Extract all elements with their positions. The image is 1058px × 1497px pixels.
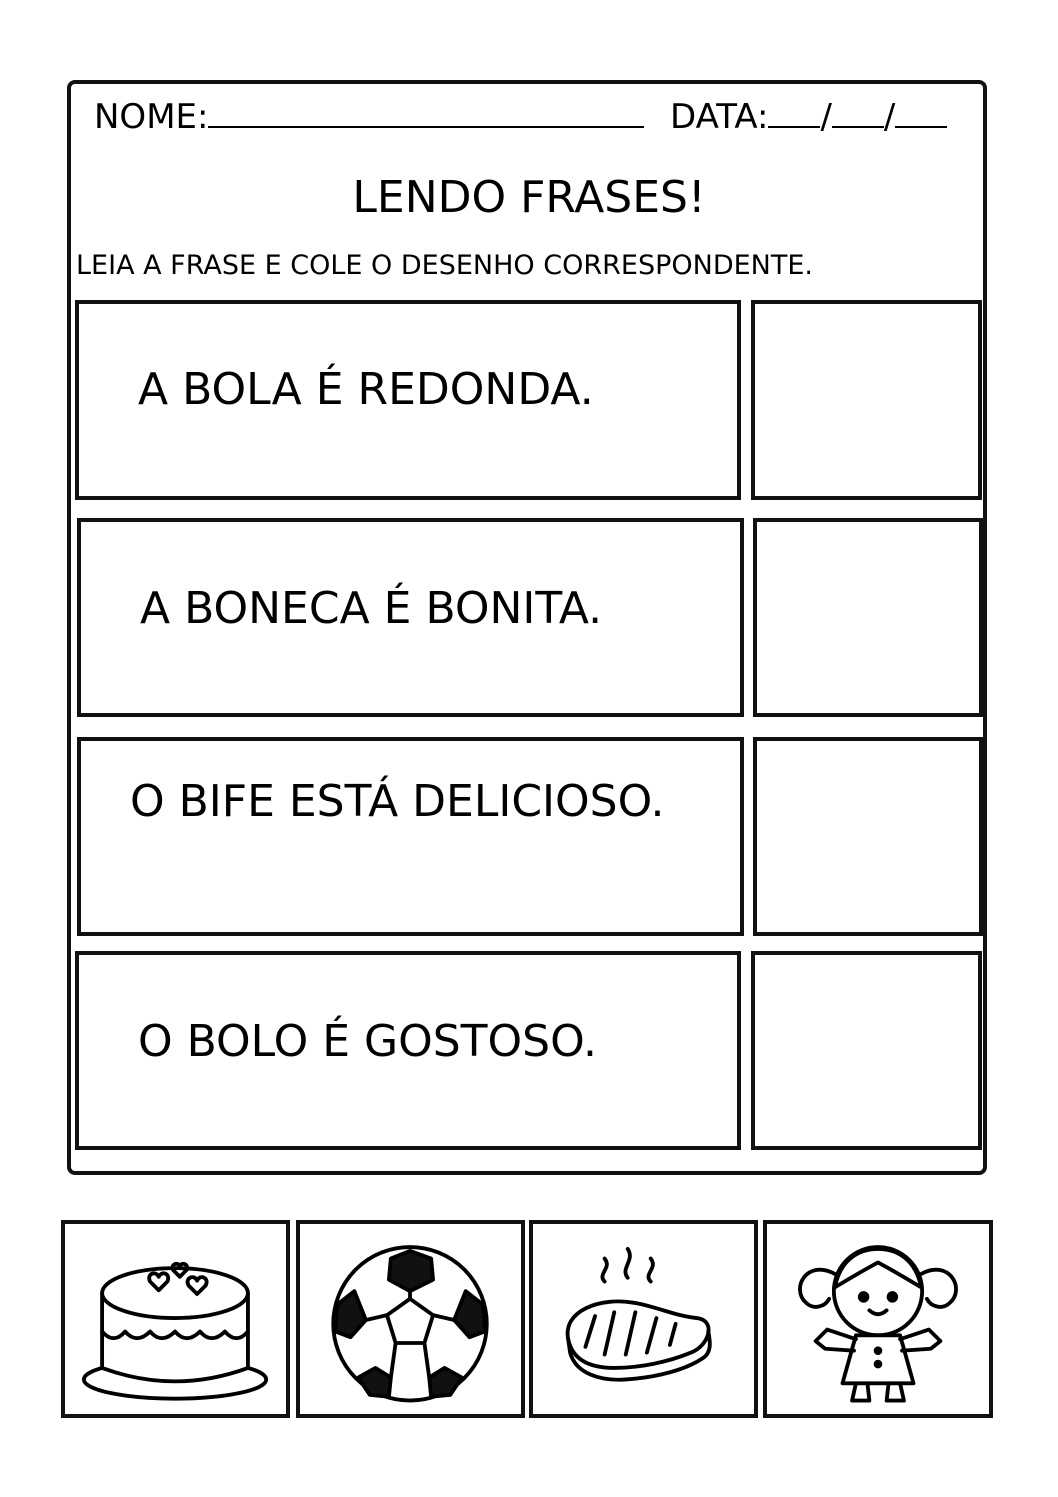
page-title: LENDO FRASES! [352, 172, 706, 223]
paste-box[interactable] [753, 737, 983, 936]
date-day-line[interactable] [768, 125, 820, 128]
sentence-text: O BIFE ESTÁ DELICIOSO. [130, 776, 665, 827]
sentence-text: O BOLO É GOSTOSO. [138, 1016, 597, 1067]
name-field[interactable] [94, 97, 644, 137]
date-label: DATA: [670, 97, 769, 137]
name-line[interactable] [208, 125, 644, 128]
sentence-text: A BOLA É REDONDA. [138, 364, 594, 415]
cutout-steak[interactable] [529, 1220, 758, 1418]
name-label: NOME: [94, 97, 209, 137]
sentence-text: A BONECA É BONITA. [140, 583, 603, 634]
soccer-ball-icon [300, 1224, 521, 1414]
cutout-ball[interactable] [296, 1220, 525, 1418]
steak-icon [533, 1224, 754, 1414]
instruction-text: LEIA A FRASE E COLE O DESENHO CORRESPONDENTE. [76, 250, 814, 281]
date-month-line[interactable] [832, 125, 884, 128]
doll-icon [767, 1224, 989, 1414]
date-separator: / [820, 97, 832, 137]
date-separator: / [883, 97, 896, 137]
paste-box[interactable] [753, 518, 983, 717]
date-year-line[interactable] [895, 125, 947, 128]
paste-box[interactable] [751, 951, 982, 1150]
cake-icon [65, 1224, 286, 1414]
paste-box[interactable] [751, 300, 982, 500]
cutout-cake[interactable] [61, 1220, 290, 1418]
sentence-box [77, 737, 744, 936]
date-field[interactable] [670, 97, 947, 137]
cutout-doll[interactable] [763, 1220, 993, 1418]
